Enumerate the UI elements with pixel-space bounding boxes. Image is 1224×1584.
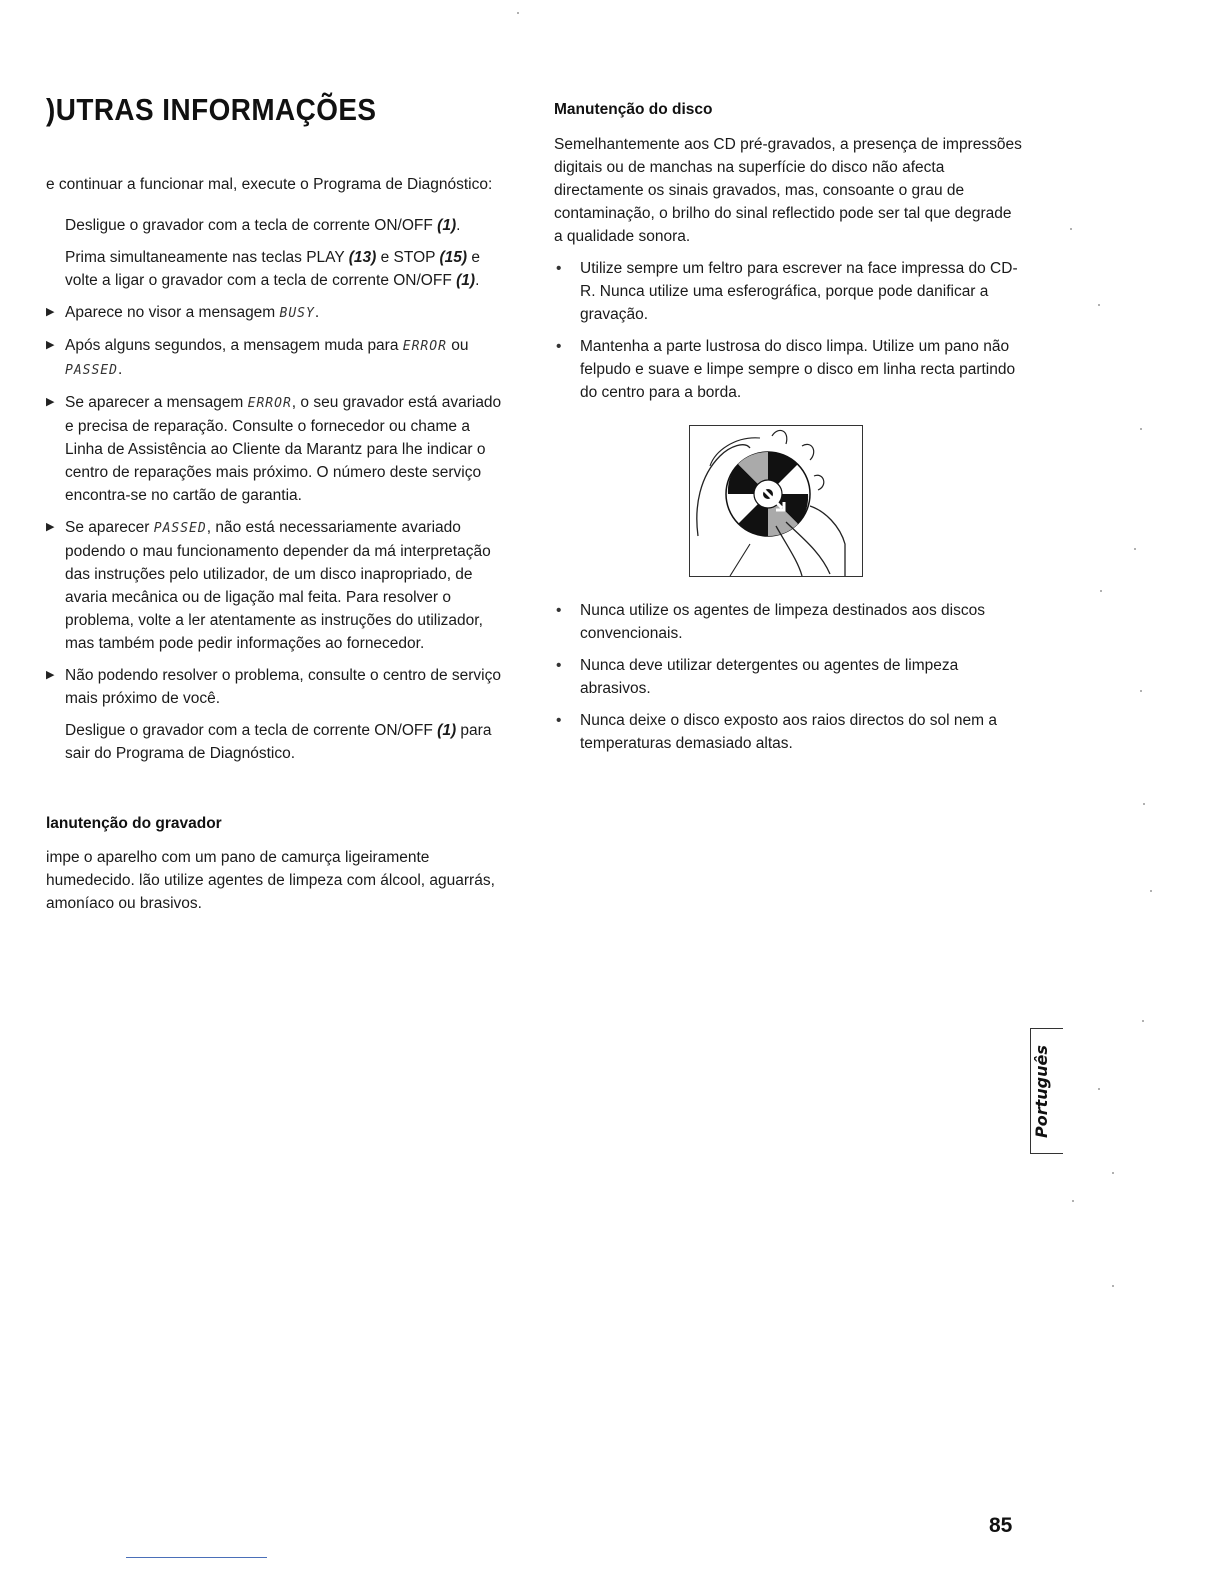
scan-speck	[1098, 304, 1100, 306]
result-unresolved: ▶ Não podendo resolver o problema, consulte o centro de serviço mais próximo de você.	[46, 664, 506, 710]
lcd-message: BUSY	[279, 306, 315, 321]
scan-speck	[1070, 228, 1072, 230]
scan-speck	[1150, 890, 1152, 892]
step-press-play-stop: Prima simultaneamente nas teclas PLAY (13) e STOP (15) e volte a ligar o gravador com a tecla de corrente ON/OFF (1).	[65, 249, 481, 289]
list-item: • Mantenha a parte lustrosa do disco limpa. Utilize um pano não felpudo e suave e limpe sempre o disco em linha recta partindo do centro para a borda.	[554, 335, 1024, 404]
list-item: • Utilize sempre um feltro para escrever na face impressa do CD-R. Nunca utilize uma esferográfica, porque pode danificar a gravação.	[554, 257, 1024, 326]
list-item: • Nunca utilize os agentes de limpeza destinados aos discos convencionais.	[554, 599, 1024, 645]
arrow-bullet-icon: ▶	[46, 669, 55, 681]
scan-speck	[1140, 428, 1142, 430]
scan-speck	[1098, 1088, 1100, 1090]
scan-speck	[1072, 1200, 1074, 1202]
bullet-dot-icon: •	[556, 602, 562, 619]
bullet-dot-icon: •	[556, 260, 562, 277]
disc-maintenance-top	[554, 133, 1024, 413]
hand-wiping-disc-icon	[690, 426, 862, 576]
diagnostic-steps	[46, 214, 506, 774]
bullet-dot-icon: •	[556, 338, 562, 355]
step-switch-off: Desligue o gravador com a tecla de corrente ON/OFF (1).	[65, 217, 461, 234]
lcd-message: ERROR	[247, 396, 292, 411]
arrow-bullet-icon: ▶	[46, 521, 55, 533]
lcd-message: ERROR	[402, 339, 447, 354]
lcd-message: PASSED	[65, 363, 118, 378]
bullet-dot-icon: •	[556, 712, 562, 729]
lcd-message: PASSED	[153, 521, 207, 536]
disc-intro-paragraph: Semelhantemente aos CD pré-gravados, a presença de impressões digitais ou de manchas na superfície do disco não afecta directamente os sinais gravados, mas, consoante o grau de contaminação, o brilho do sinal reflectido pode ser tal que degrade a qualidade sonora.	[554, 136, 1022, 245]
scan-speck	[1112, 1172, 1114, 1174]
language-tab-label: Português	[1032, 1045, 1051, 1138]
scan-speck	[1134, 548, 1136, 550]
disc-maintenance-heading: Manutenção do disco	[554, 101, 713, 118]
scan-speck	[1143, 803, 1145, 805]
disc-cleaning-illustration	[689, 425, 863, 577]
arrow-bullet-icon: ▶	[46, 306, 55, 318]
page-title: )UTRAS INFORMAÇÕES	[46, 92, 377, 127]
intro-text: e continuar a funcionar mal, execute o Programa de Diagnóstico:	[46, 176, 493, 193]
result-error: ▶ Se aparecer a mensagem ERROR, o seu gravador está avariado e precisa de reparação. Consulte o fornecedor ou chame a Linha de Assistência ao Cliente da Marantz para lhe indicar o centro de reparações mais próximo. O número deste serviço encontra-se no cartão de garantia.	[46, 391, 506, 507]
result-error-or-passed: ▶ Após alguns segundos, a mensagem muda para ERROR ou PASSED.	[46, 334, 506, 382]
result-passed: ▶ Se aparecer PASSED, não está necessariamente avariado podendo o mau funcionamento depender da má interpretação das instruções pelo utilizador, de um disco inapropriado, de avaria mecânica ou de ligação mal feita. Para resolver o problema, volte a ler atentamente as instruções do utilizador, mas também pode pedir informações ao fornecedor.	[46, 516, 506, 655]
footer-rule	[126, 1557, 267, 1558]
recorder-maintenance-text: impe o aparelho com um pano de camurça ligeiramente humedecido. lão utilize agentes de limpeza com álcool, aguarrás, amoníaco ou brasivos.	[46, 849, 495, 912]
step-exit-diagnostic: Desligue o gravador com a tecla de corrente ON/OFF (1) para sair do Programa de Diagnóstico.	[65, 722, 492, 762]
list-item: • Nunca deixe o disco exposto aos raios directos do sol nem a temperaturas demasiado altas.	[554, 709, 1024, 755]
scan-speck	[1100, 590, 1102, 592]
recorder-maintenance-heading: lanutenção do gravador	[46, 815, 222, 832]
scan-speck	[1112, 1285, 1114, 1287]
page-number: 85	[989, 1514, 1013, 1537]
scan-speck	[1142, 1020, 1144, 1022]
scan-speck	[1140, 690, 1142, 692]
arrow-bullet-icon: ▶	[46, 339, 55, 351]
scan-speck	[517, 12, 519, 14]
result-busy: ▶ Aparece no visor a mensagem BUSY.	[46, 301, 506, 325]
disc-maintenance-bottom	[554, 599, 1024, 764]
arrow-bullet-icon: ▶	[46, 396, 55, 408]
bullet-dot-icon: •	[556, 657, 562, 674]
list-item: • Nunca deve utilizar detergentes ou agentes de limpeza abrasivos.	[554, 654, 1024, 700]
